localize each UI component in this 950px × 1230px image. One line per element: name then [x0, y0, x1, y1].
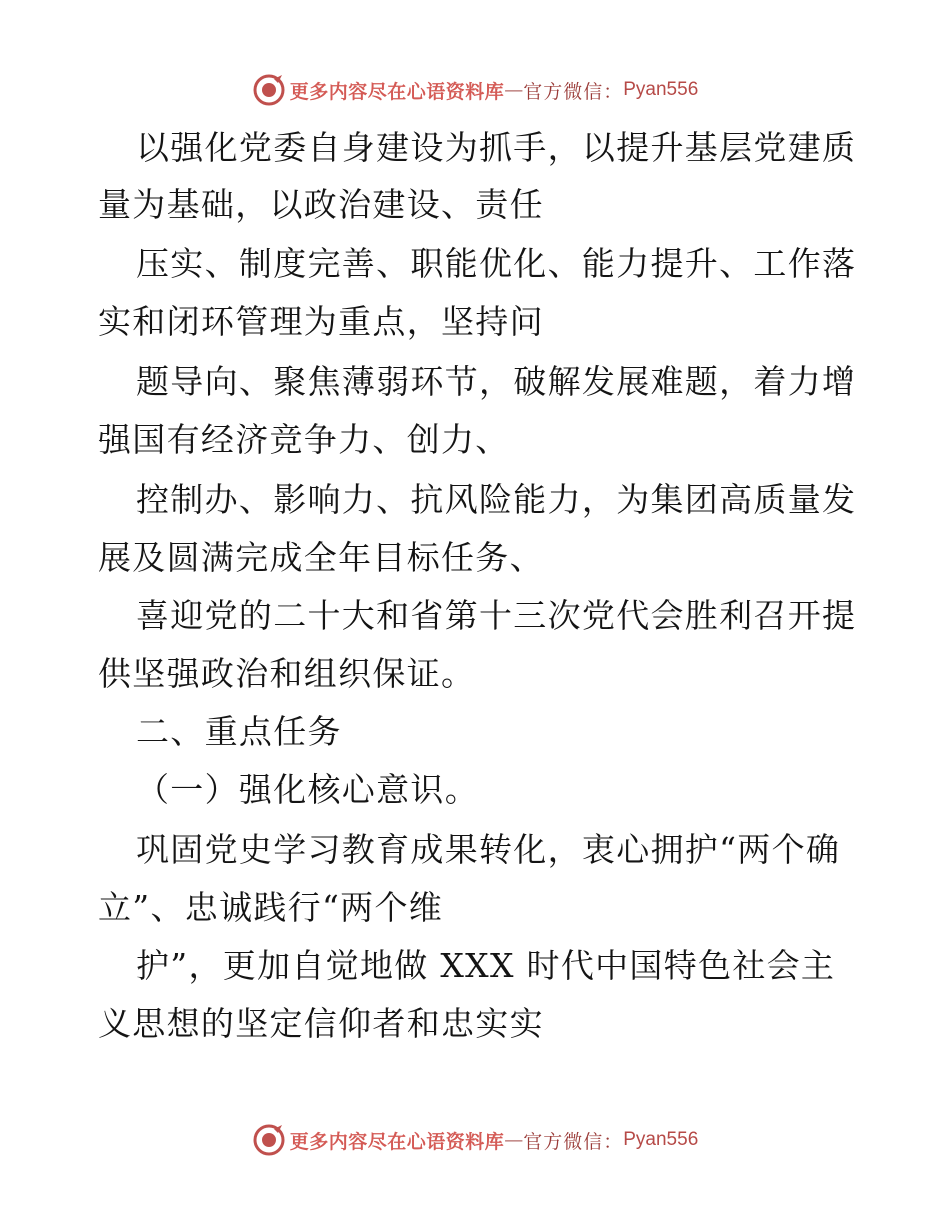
section-heading: 二、重点任务 — [136, 712, 342, 751]
banner-wechat-label: 官方微信： — [523, 1130, 624, 1153]
body-line: 强国有经济竞争力、创力、 — [98, 420, 510, 459]
body-line: 供坚强政治和组织保证。 — [98, 654, 476, 693]
subsection-heading: （一）强化核心意识。 — [136, 770, 479, 809]
body-line: 压实、制度完善、职能优化、能力提升、工作落 — [136, 244, 857, 283]
body-line: 以强化党委自身建设为抓手，以提升基层党建质 — [136, 128, 857, 167]
body-line: 巩固党史学习教育成果转化，衷心拥护“两个确 — [136, 830, 841, 869]
logo-icon — [252, 73, 286, 107]
banner-brand-text: 更多内容尽在心语资料库 — [289, 80, 505, 103]
banner-brand-text: 更多内容尽在心语资料库 — [289, 1130, 505, 1153]
body-line: 护”，更加自觉地做 XXX 时代中国特色社会主 — [136, 946, 836, 985]
body-line: 题导向、聚焦薄弱环节，破解发展难题，着力增 — [136, 362, 857, 401]
body-line: 展及圆满完成全年目标任务、 — [98, 538, 544, 577]
body-line: 义思想的坚定信仰者和忠实实 — [98, 1004, 544, 1043]
banner-wechat-id: Pyan556 — [623, 79, 699, 100]
banner-wechat-id: Pyan556 — [623, 1129, 699, 1150]
body-line: 实和闭环管理为重点，坚持问 — [98, 302, 544, 341]
body-line: 量为基础，以政治建设、责任 — [98, 185, 544, 224]
footer-watermark — [0, 1120, 950, 1160]
body-line: 控制办、影响力、抗风险能力，为集团高质量发 — [136, 480, 857, 519]
body-line: 立”、忠诚践行“两个维 — [98, 888, 444, 927]
logo-icon — [252, 1123, 286, 1157]
header-watermark — [0, 70, 950, 110]
body-line: 喜迎党的二十大和省第十三次党代会胜利召开提 — [136, 596, 857, 635]
banner-dash: — — [504, 1129, 524, 1151]
banner-wechat-label: 官方微信： — [523, 80, 624, 103]
banner-dash: — — [504, 79, 524, 101]
